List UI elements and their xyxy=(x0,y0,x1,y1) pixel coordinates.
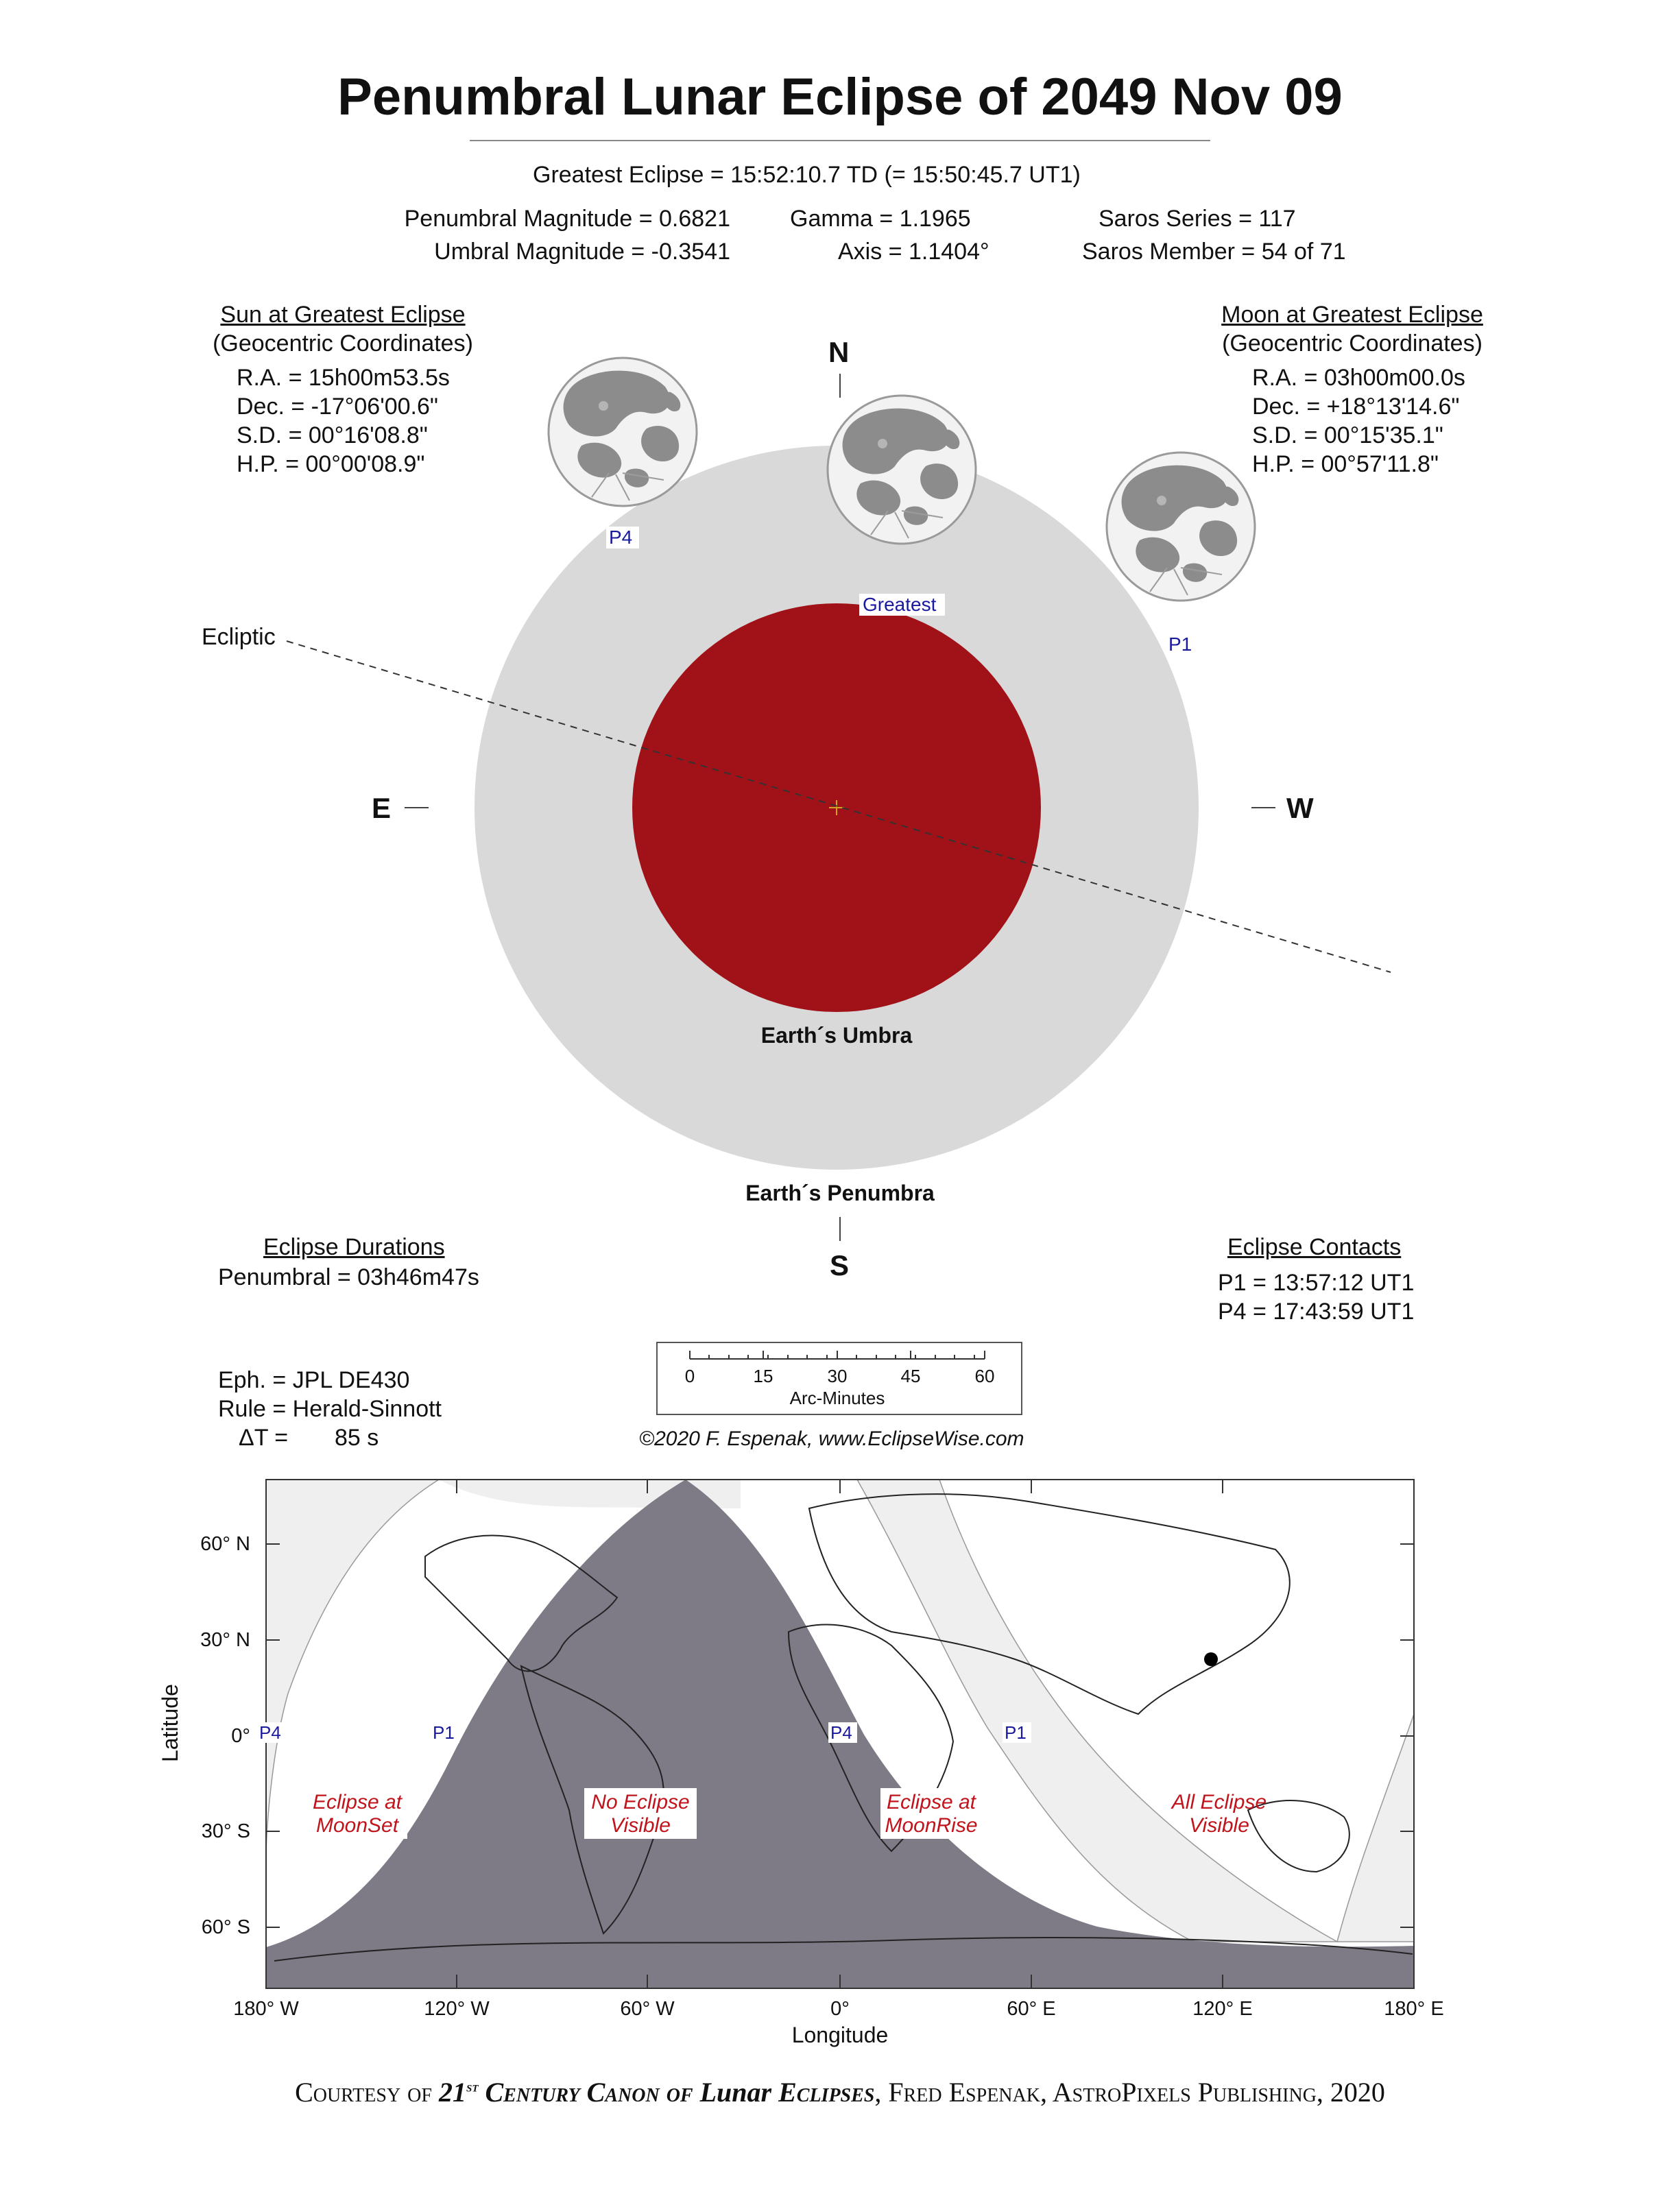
page-title: Penumbral Lunar Eclipse of 2049 Nov 09 xyxy=(337,68,1343,126)
scale-tick-45: 45 xyxy=(900,1366,921,1386)
sun-sd: S.D. = 00°16'08.8" xyxy=(237,422,428,448)
region-no-eclipse-label: No Eclipse Visible xyxy=(591,1791,690,1837)
north-label: N xyxy=(828,336,850,368)
lat-tick-0: 0° xyxy=(231,1725,250,1747)
region-moonset-label: Eclipse at MoonSet xyxy=(312,1791,403,1837)
scale-tick-60: 60 xyxy=(974,1366,995,1386)
saros-series: Saros Series = 117 xyxy=(1099,206,1296,232)
p1-contact-label: P1 xyxy=(1168,634,1192,655)
delta-rule: Rule = Herald-Sinnott xyxy=(218,1396,442,1422)
latitude-axis-label: Latitude xyxy=(158,1684,182,1762)
map-contact-p4-west: P4 xyxy=(259,1722,281,1743)
penumbra-label: Earth´s Penumbra xyxy=(745,1181,935,1205)
map-contact-p1-west: P1 xyxy=(433,1722,455,1743)
lon-tick-60e: 60° E xyxy=(1007,1998,1056,2020)
ecliptic-label: Ecliptic xyxy=(202,624,276,650)
copyright: ©2020 F. Espenak, www.EclipseWise.com xyxy=(639,1427,1024,1450)
scale-tick-30: 30 xyxy=(827,1366,848,1386)
durations-heading: Eclipse Durations xyxy=(263,1234,445,1260)
gamma-value: Gamma = 1.1965 xyxy=(790,206,971,232)
moon-subheading: (Geocentric Coordinates) xyxy=(1222,330,1483,357)
moon-dec: Dec. = +18°13'14.6" xyxy=(1252,394,1460,420)
greatest-eclipse-time: Greatest Eclipse = 15:52:10.7 TD (= 15:50:45.7 UT1) xyxy=(533,162,1081,188)
lon-tick-120w: 120° W xyxy=(424,1998,490,2020)
contact-p4: P4 = 17:43:59 UT1 xyxy=(1218,1299,1415,1325)
ephemeris: Eph. = JPL DE430 xyxy=(218,1367,410,1393)
greatest-label: Greatest xyxy=(863,594,937,615)
sun-ra: R.A. = 15h00m53.5s xyxy=(237,365,450,391)
lon-tick-0: 0° xyxy=(830,1998,850,2020)
lon-tick-120e: 120° E xyxy=(1192,1998,1253,2020)
footer-credit: Courtesy of 21st Century Canon of Lunar Eclipses, Fred Espenak, AstroPixels Publishing, 2020 xyxy=(295,2077,1385,2108)
moon-hp: H.P. = 00°57'11.8" xyxy=(1252,451,1439,477)
lat-tick-60n: 60° N xyxy=(200,1533,250,1555)
region-moonrise-label: Eclipse at MoonRise xyxy=(885,1791,978,1837)
sun-dec: Dec. = -17°06'00.6" xyxy=(237,394,438,420)
delta-t-value: 85 s xyxy=(335,1425,379,1451)
penumbral-magnitude: Penumbral Magnitude = 0.6821 xyxy=(404,206,730,232)
lat-tick-60s: 60° S xyxy=(201,1916,250,1938)
moon-ra: R.A. = 03h00m00.0s xyxy=(1252,365,1465,391)
lon-tick-60w: 60° W xyxy=(620,1998,675,2020)
region-all-visible-label: All Eclipse Visible xyxy=(1171,1791,1267,1837)
contacts-heading: Eclipse Contacts xyxy=(1227,1234,1402,1260)
sun-heading: Sun at Greatest Eclipse xyxy=(220,302,466,328)
lon-tick-180e: 180° E xyxy=(1384,1998,1444,2020)
sublunar-point xyxy=(1204,1652,1218,1666)
sun-subheading: (Geocentric Coordinates) xyxy=(213,330,473,357)
contact-p1: P1 = 13:57:12 UT1 xyxy=(1218,1270,1415,1296)
moon-sd: S.D. = 00°15'35.1" xyxy=(1252,422,1443,448)
moon-heading: Moon at Greatest Eclipse xyxy=(1221,302,1483,328)
east-label: E xyxy=(372,792,392,824)
map-contact-p1-east: P1 xyxy=(1005,1722,1027,1743)
scale-tick-0: 0 xyxy=(684,1366,695,1386)
scale-label: Arc-Minutes xyxy=(789,1388,885,1408)
umbra-label: Earth´s Umbra xyxy=(760,1023,913,1048)
delta-t-label: ΔT = xyxy=(239,1425,289,1451)
lat-tick-30n: 30° N xyxy=(200,1629,250,1651)
sun-hp: H.P. = 00°00'08.9" xyxy=(237,451,425,477)
penumbral-duration: Penumbral = 03h46m47s xyxy=(218,1264,479,1290)
west-label: W xyxy=(1286,792,1314,824)
p4-contact-label: P4 xyxy=(609,527,633,548)
umbral-magnitude: Umbral Magnitude = -0.3541 xyxy=(434,239,730,265)
lat-tick-30s: 30° S xyxy=(201,1820,250,1842)
longitude-axis-label: Longitude xyxy=(791,2023,889,2047)
map-contact-p4-east: P4 xyxy=(830,1722,852,1743)
south-label: S xyxy=(830,1249,850,1281)
axis-value: Axis = 1.1404° xyxy=(838,239,989,265)
lon-tick-180w: 180° W xyxy=(233,1998,299,2020)
saros-member: Saros Member = 54 of 71 xyxy=(1082,239,1346,265)
scale-tick-15: 15 xyxy=(753,1366,773,1386)
